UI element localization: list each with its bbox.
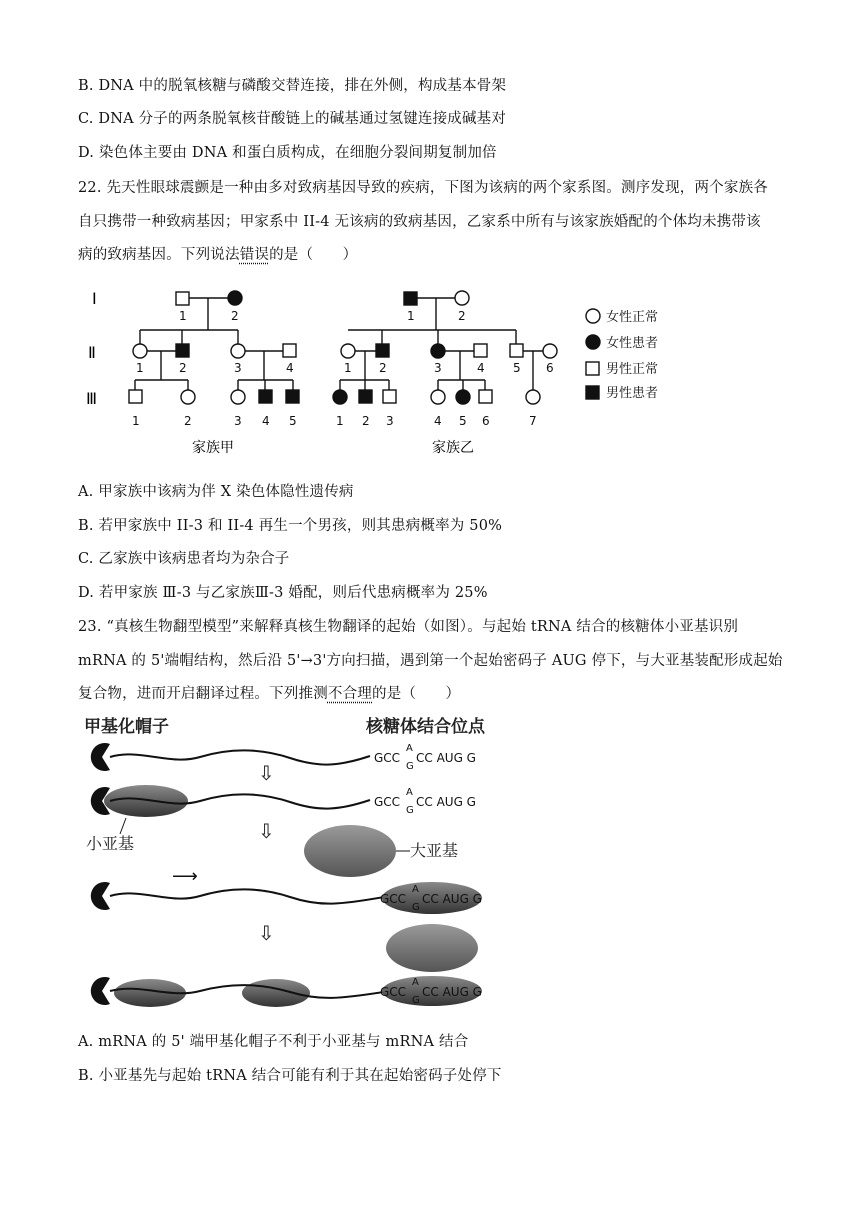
legend-male-affected: 男性患者 xyxy=(606,386,659,401)
svg-text:2: 2 xyxy=(184,414,192,428)
svg-text:CC AUG G: CC AUG G xyxy=(416,795,476,809)
q22-option-d: D. 若甲家族 Ⅲ-3 与乙家族Ⅲ-3 婚配，则后代患病概率为 25% xyxy=(78,585,488,601)
q22-emphasis: 错误 xyxy=(239,247,270,263)
q22-option-c: C. 乙家族中该病患者均为杂合子 xyxy=(78,551,290,567)
cap-icon xyxy=(91,743,110,771)
small-subunit-label: 小亚基 xyxy=(86,834,135,853)
q22-stem-line2: 自只携带一种致病基因；甲家系中 II-4 无该病的致病基因，乙家系中所有与该家族婚配的个体均未携带该 xyxy=(78,214,761,230)
large-subunit xyxy=(304,825,396,877)
svg-text:A: A xyxy=(412,977,419,988)
q21-option-d: D. 染色体主要由 DNA 和蛋白质构成，在细胞分裂间期复制加倍 xyxy=(78,145,497,161)
svg-text:G: G xyxy=(406,761,414,772)
legend-female-affected: 女性患者 xyxy=(606,336,659,351)
family-b-label: 家族乙 xyxy=(432,440,474,456)
svg-text:CC AUG G: CC AUG G xyxy=(422,892,482,906)
family-a-label: 家族甲 xyxy=(192,440,234,456)
svg-text:3: 3 xyxy=(234,361,242,375)
svg-text:4: 4 xyxy=(286,361,294,375)
svg-text:G: G xyxy=(412,995,420,1006)
q22-stem-line1: 22. 先天性眼球震颤是一种由多对致病基因导致的疾病，下图为该病的两个家系图。测序发现，两个家族各 xyxy=(78,180,768,196)
svg-text:1: 1 xyxy=(407,309,415,323)
q22-option-b: B. 若甲家族中 II-3 和 II-4 再生一个男孩，则其患病概率为 50% xyxy=(78,518,503,534)
svg-text:3: 3 xyxy=(386,414,394,428)
q21-option-c: C. DNA 分子的两条脱氧核苷酸链上的碱基通过氢键连接成碱基对 xyxy=(78,111,507,127)
svg-text:4: 4 xyxy=(434,414,442,428)
svg-text:5: 5 xyxy=(289,414,297,428)
svg-text:2: 2 xyxy=(231,309,239,323)
svg-text:4: 4 xyxy=(262,414,270,428)
svg-text:GCC: GCC xyxy=(380,985,407,999)
gen-label-ii: Ⅱ xyxy=(88,343,96,362)
legend-female-normal: 女性正常 xyxy=(606,310,659,325)
svg-text:A: A xyxy=(406,787,413,798)
svg-text:2: 2 xyxy=(379,361,387,375)
cap-icon xyxy=(91,882,110,910)
svg-text:1: 1 xyxy=(132,414,140,428)
q23-stem-line2: mRNA 的 5'端帽结构，然后沿 5'→3'方向扫描，遇到第一个起始密码子 AUG 停下，与大亚基装配形成起始 xyxy=(78,653,783,669)
svg-text:3: 3 xyxy=(434,361,442,375)
svg-text:6: 6 xyxy=(546,361,554,375)
q23-stem-line1: 23. “真核生物翻型模型”来解释真核生物翻译的起始（如图）。与起始 tRNA 结合的核糖体小亚基识别 xyxy=(78,619,739,635)
svg-text:GCC: GCC xyxy=(374,751,401,765)
binding-site-label: 核糖体结合位点 xyxy=(366,717,485,737)
svg-text:A: A xyxy=(406,743,413,754)
svg-text:5: 5 xyxy=(459,414,467,428)
gen-label-iii: Ⅲ xyxy=(86,389,98,408)
q23-option-b: B. 小亚基先与起始 tRNA 结合可能有利于其在起始密码子处停下 xyxy=(78,1068,502,1084)
down-arrow-icon: ⇩ xyxy=(258,921,275,945)
q22-stem-line3: 病的致病基因。下列说法错误的是（ ） xyxy=(78,247,358,263)
svg-text:1: 1 xyxy=(136,361,144,375)
large-subunit-label: 大亚基 xyxy=(410,841,459,860)
svg-text:GCC: GCC xyxy=(380,892,407,906)
large-subunit xyxy=(386,924,478,972)
svg-text:CC AUG G: CC AUG G xyxy=(422,985,482,999)
down-arrow-icon: ⇩ xyxy=(258,819,275,843)
svg-text:1: 1 xyxy=(344,361,352,375)
q22-option-a: A. 甲家族中该病为伴 X 染色体隐性遗传病 xyxy=(78,484,354,500)
svg-text:2: 2 xyxy=(179,361,187,375)
svg-text:CC AUG G: CC AUG G xyxy=(416,751,476,765)
svg-text:7: 7 xyxy=(529,414,537,428)
cap-label: 甲基化帽子 xyxy=(84,717,169,737)
svg-text:G: G xyxy=(412,902,420,913)
pedigree-figure xyxy=(80,280,700,460)
small-subunit xyxy=(104,785,188,817)
q23-stem-line3: 复合物，进而开启翻译过程。下列推测不合理的是（ ） xyxy=(78,686,461,702)
svg-text:G: G xyxy=(406,805,414,816)
svg-text:1: 1 xyxy=(179,309,187,323)
small-subunit xyxy=(242,979,310,1007)
svg-text:4: 4 xyxy=(477,361,485,375)
translation-figure xyxy=(80,708,520,1010)
svg-text:3: 3 xyxy=(234,414,242,428)
gen-label-i: I xyxy=(92,289,97,308)
svg-text:2: 2 xyxy=(458,309,466,323)
q23-option-a: A. mRNA 的 5' 端甲基化帽子不利于小亚基与 mRNA 结合 xyxy=(78,1034,469,1050)
legend-male-normal: 男性正常 xyxy=(606,362,659,377)
svg-text:6: 6 xyxy=(482,414,490,428)
svg-text:1: 1 xyxy=(336,414,344,428)
svg-text:A: A xyxy=(412,884,419,895)
down-arrow-icon: ⇩ xyxy=(258,761,275,785)
scan-arrow-icon: ⟶ xyxy=(172,866,198,887)
cap-icon xyxy=(91,977,110,1005)
svg-text:5: 5 xyxy=(513,361,521,375)
svg-text:2: 2 xyxy=(362,414,370,428)
svg-text:GCC: GCC xyxy=(374,795,401,809)
q21-option-b: B. DNA 中的脱氧核糖与磷酸交替连接，排在外侧，构成基本骨架 xyxy=(78,78,507,94)
q23-emphasis: 不合理 xyxy=(327,686,373,702)
